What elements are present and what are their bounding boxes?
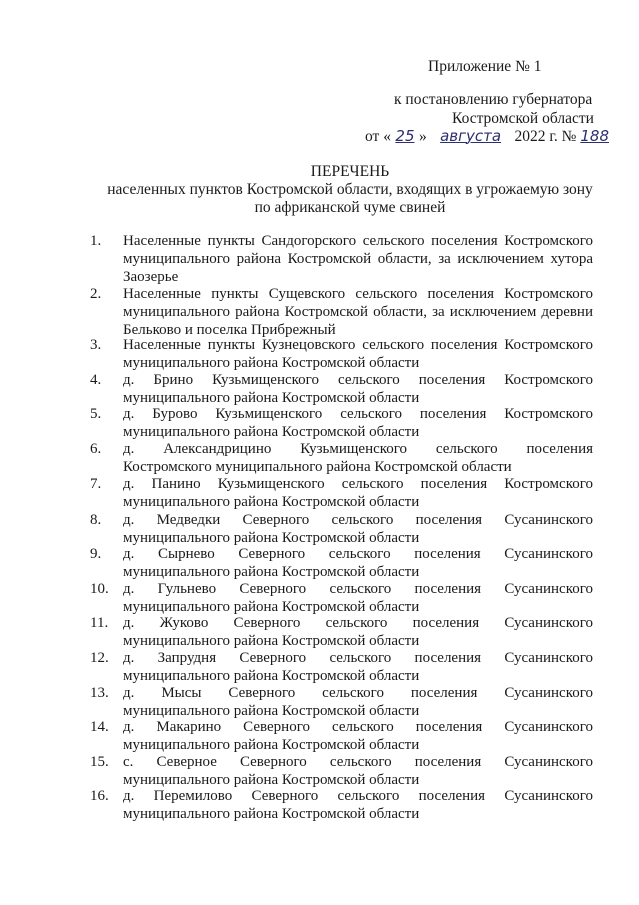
date-prefix: от « [365, 128, 391, 145]
item-number: 16. [90, 788, 109, 804]
item-text-line: д. Жуково Северного сельского поселения Сусанинского [123, 615, 593, 631]
list-title: ПЕРЕЧЕНЬ [310, 163, 390, 180]
item-text-line: муниципального района Костромской области [123, 668, 420, 684]
item-number: 13. [90, 685, 109, 701]
item-text-line: муниципального района Костромской области [123, 530, 420, 546]
item-text-line: д. Гульнево Северного сельского поселения Сусанинского [123, 581, 593, 597]
item-number: 11. [90, 615, 109, 631]
item-text-line: с. Северное Северного сельского поселения Сусанинского [123, 754, 593, 770]
handwritten-month: августа [440, 127, 502, 145]
list-subtitle-line2: по африканской чуме свиней [254, 199, 446, 216]
handwritten-day: 25 [395, 127, 415, 145]
item-number: 15. [90, 754, 109, 770]
item-text-line: Бельково и поселка Прибрежный [123, 322, 336, 338]
item-text-line: д. Брино Кузьмищенского сельского поселения Костромского [123, 372, 593, 388]
item-number: 4. [90, 372, 102, 388]
item-number: 3. [90, 337, 102, 353]
item-text-line: муниципального района Костромской области [123, 633, 420, 649]
item-text-line: Заозерье [123, 269, 179, 285]
item-text-line: муниципального района Костромской области [123, 494, 420, 510]
item-text-line: Населенные пункты Кузнецовского сельского поселения Костромского [123, 337, 593, 353]
item-text-line: д. Запрудня Северного сельского поселения Сусанинского [123, 650, 593, 666]
item-text-line: д. Медведки Северного сельского поселения Сусанинского [123, 512, 593, 528]
item-text-line: муниципального района Костромской области [123, 564, 420, 580]
resolution-reference: к постановлению губернатора [394, 91, 593, 108]
item-text-line: муниципального района Костромской области [123, 424, 420, 440]
item-number: 8. [90, 512, 102, 528]
region-reference: Костромской области [452, 110, 594, 127]
item-number: 7. [90, 476, 102, 492]
item-text-line: муниципального района Костромской области, за исключением хутора [123, 251, 593, 267]
item-text-line: муниципального района Костромской области [123, 599, 420, 615]
item-text-line: д. Сырнево Северного сельского поселения Сусанинского [123, 546, 593, 562]
appendix-label: Приложение № 1 [428, 58, 542, 75]
list-subtitle-line1: населенных пунктов Костромской области, входящих в угрожаемую зону [107, 181, 593, 198]
item-number: 10. [90, 581, 109, 597]
date-separator: » [418, 128, 427, 145]
handwritten-doc-number: 188 [580, 127, 609, 145]
item-text-line: Костромского муниципального района Костромской области [123, 459, 512, 475]
item-text-line: д. Александрицино Кузьмищенского сельского поселения [123, 441, 593, 457]
item-text-line: муниципального района Костромской области, за исключением деревни [123, 304, 593, 320]
item-number: 9. [90, 546, 102, 562]
item-text-line: д. Бурово Кузьмищенского сельского поселения Костромского [123, 406, 593, 422]
item-text-line: муниципального района Костромской области [123, 703, 420, 719]
item-text-line: муниципального района Костромской области [123, 772, 420, 788]
item-number: 5. [90, 406, 102, 422]
date-year: 2022 г. № [514, 128, 577, 145]
item-text-line: д. Макарино Северного сельского поселения Сусанинского [123, 719, 593, 735]
item-number: 2. [90, 286, 102, 302]
item-number: 14. [90, 719, 109, 735]
item-text-line: Населенные пункты Сандогорского сельского поселения Костромского [123, 233, 593, 249]
item-number: 6. [90, 441, 102, 457]
item-text-line: д. Перемилово Северного сельского поселения Сусанинского [123, 788, 593, 804]
item-text-line: муниципального района Костромской области [123, 737, 420, 753]
item-text-line: муниципального района Костромской области [123, 355, 420, 371]
item-text-line: д. Панино Кузьмищенского сельского поселения Костромского [123, 476, 593, 492]
item-text-line: муниципального района Костромской области [123, 390, 420, 406]
item-number: 12. [90, 650, 109, 666]
item-number: 1. [90, 233, 102, 249]
item-text-line: д. Мысы Северного сельского поселения Сусанинского [123, 685, 593, 701]
item-text-line: Населенные пункты Сущевского сельского поселения Костромского [123, 286, 593, 302]
item-text-line: муниципального района Костромской области [123, 806, 420, 822]
